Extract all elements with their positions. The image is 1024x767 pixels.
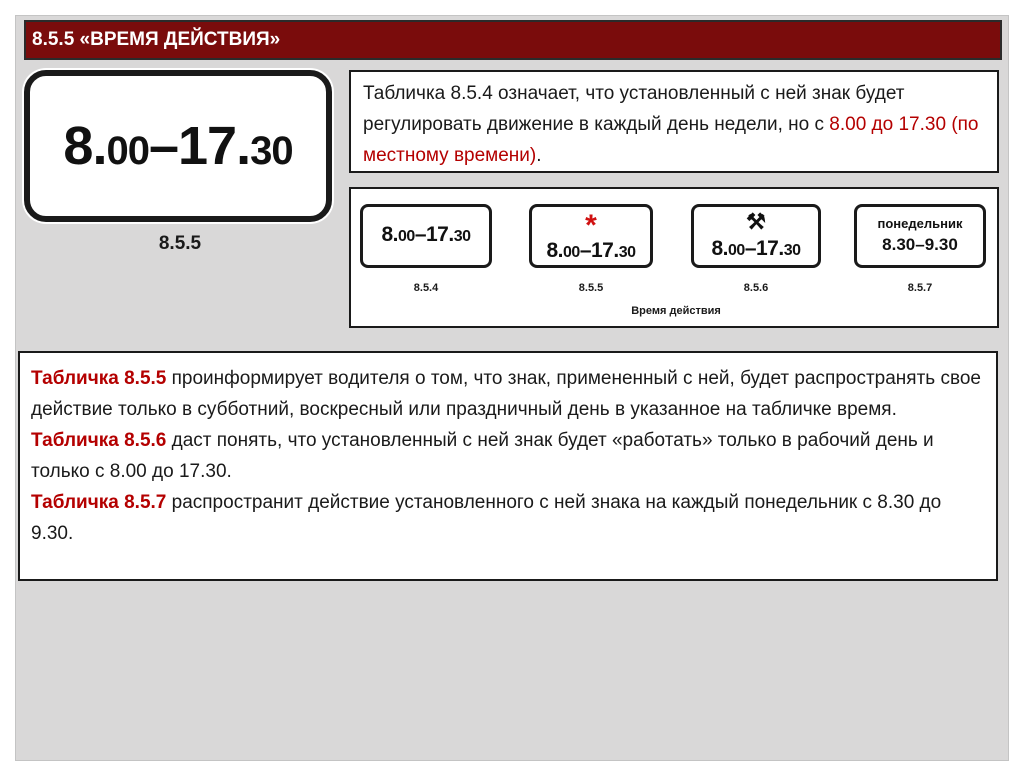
- plate-code: 8.5.4: [413, 282, 439, 294]
- plates-figure: [349, 187, 999, 328]
- slide-title: 8.5.5 «ВРЕМЯ ДЕЙСТВИЯ»: [24, 20, 1002, 60]
- sign-time-range: 8.00–17.30: [63, 116, 293, 176]
- figure-caption: Время действия: [631, 305, 721, 317]
- plate-time: 8.00–17.30: [381, 223, 471, 246]
- plate-time: 8.30–9.30: [882, 235, 958, 254]
- description-8-5-5: Табличка 8.5.5 проинформирует водителя о том, что знак, примененный с ней, будет распространять свое действие только в субботний, воскресный или праздничный день в указанное на табличке время.: [31, 368, 981, 420]
- plate-day: понедельник: [877, 216, 963, 231]
- intro-box: [349, 70, 999, 173]
- description-8-5-7: Табличка 8.5.7 распространит действие установленного с ней знака на каждый понедельник с 8.30 до 9.30.: [31, 492, 942, 544]
- plate-8-5-4: [360, 204, 492, 268]
- plate-code: 8.5.7: [907, 282, 933, 294]
- hammers-icon: ⚒: [746, 209, 766, 234]
- plate-time: 8.00–17.30: [546, 239, 636, 262]
- plate-8-5-7: [854, 204, 986, 268]
- plate-time: 8.00–17.30: [711, 237, 801, 260]
- plate-code: 8.5.6: [743, 282, 769, 294]
- plate-code: 8.5.5: [578, 282, 604, 294]
- description-8-5-6: Табличка 8.5.6 даст понять, что установленный с ней знак будет «работать» только в рабочий день и только с 8.00 до 17.30.: [31, 430, 934, 482]
- sign-plate-8-5-5-large: [24, 70, 332, 222]
- descriptions-box: [18, 351, 998, 581]
- plate-8-5-5: [529, 204, 653, 268]
- asterisk-icon: *: [585, 209, 597, 242]
- sign-caption: 8.5.5: [158, 233, 202, 254]
- plate-8-5-6: [691, 204, 821, 268]
- intro-text: Табличка 8.5.4 означает, что установленный с ней знак будет регулировать движение в каждый день недели, но с 8.00 до 17.30 (по местному времени).: [363, 83, 979, 166]
